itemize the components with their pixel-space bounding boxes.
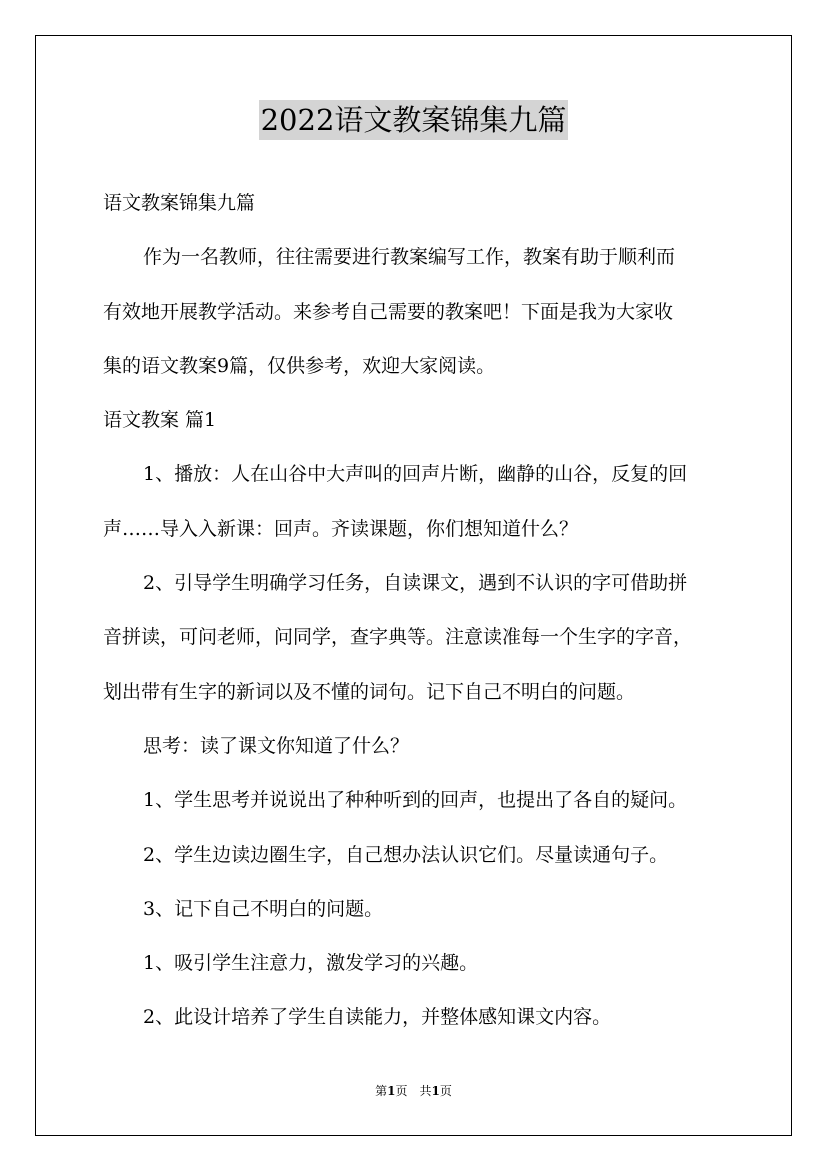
body-line: 有效地开展教学活动。来参考自己需要的教案吧！下面是我为大家收 <box>103 300 674 323</box>
body-line: 声……导入入新课：回声。齐读课题，你们想知道什么？ <box>103 517 579 540</box>
body-line: 2、此设计培养了学生自读能力，并整体感知课文内容。 <box>143 1006 612 1029</box>
body-line: 2、学生边读边圈生字，自己想办法认识它们。尽量读通句子。 <box>143 843 669 866</box>
body-line: 1、播放：人在山谷中大声叫的回声片断，幽静的山谷，反复的回 <box>143 463 688 486</box>
body-line: 1、学生思考并说说出了种种听到的回声，也提出了各自的疑问。 <box>143 789 688 812</box>
section-heading: 语文教案 篇1 <box>103 409 217 432</box>
title-container <box>0 100 827 140</box>
body-line: 3、记下自己不明白的问题。 <box>143 897 384 920</box>
body-line: 2、引导学生明确学习任务，自读课文，遇到不认识的字可借助拼 <box>143 572 688 595</box>
body-line: 1、吸引学生注意力，激发学习的兴趣。 <box>143 952 479 975</box>
footer-mid: 页 共 <box>395 1084 432 1098</box>
body-line: 划出带有生字的新词以及不懂的词句。记下自己不明白的问题。 <box>103 680 636 703</box>
document-title: 2022语文教案锦集九篇 <box>259 100 569 140</box>
document-body <box>103 176 743 1045</box>
page-footer <box>0 1082 827 1100</box>
body-line: 语文教案锦集九篇 <box>103 192 256 214</box>
footer-suffix: 页 <box>439 1084 452 1098</box>
footer-page-total: 1 <box>431 1084 440 1098</box>
footer-prefix: 第 <box>375 1084 388 1098</box>
body-line: 思考：读了课文你知道了什么？ <box>143 734 410 757</box>
body-line: 集的语文教案9篇，仅供参考，欢迎大家阅读。 <box>103 354 496 377</box>
footer-page-current: 1 <box>387 1084 396 1098</box>
body-line: 音拼读，可问老师，问同学，查字典等。注意读准每一个生字的字音， <box>103 626 693 649</box>
body-line: 作为一名教师，往往需要进行教案编写工作，教案有助于顺利而 <box>143 246 676 269</box>
